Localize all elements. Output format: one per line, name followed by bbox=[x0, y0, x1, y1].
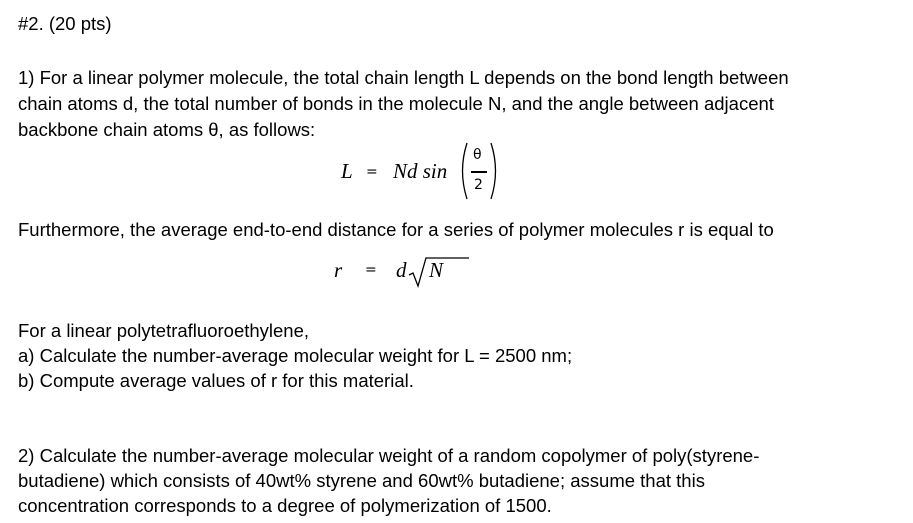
eq1-frac-num: θ bbox=[473, 147, 482, 163]
furthermore-text: Furthermore, the average end-to-end distance for a series of polymer molecules r is equal to bbox=[18, 219, 774, 240]
problem1-line: 1) For a linear polymer molecule, the total chain length L depends on the bond length between bbox=[18, 67, 789, 88]
eq1-paren-left bbox=[457, 141, 469, 201]
eq1-equals: = bbox=[366, 164, 378, 180]
eq1-frac-den: 2 bbox=[474, 177, 483, 193]
eq1-frac-bar bbox=[471, 171, 487, 173]
eq1-lhs: L bbox=[341, 159, 353, 183]
problem2-line: concentration corresponds to a degree of polymerization of 1500. bbox=[18, 495, 552, 516]
problem1-part-a: a) Calculate the number-average molecular weight for L = 2500 nm; bbox=[18, 345, 573, 366]
problem1-line: chain atoms d, the total number of bonds in the molecule N, and the angle between adjacent bbox=[18, 93, 774, 114]
equation-end-to-end bbox=[330, 254, 490, 290]
problem2-line: 2) Calculate the number-average molecular weight of a random copolymer of poly(styrene- bbox=[18, 445, 760, 466]
eq2-equals: = bbox=[365, 262, 377, 278]
problem1-part-b: b) Compute average values of r for this material. bbox=[18, 370, 414, 391]
problem-header: #2. (20 pts) bbox=[18, 13, 112, 34]
problem1-part-line: For a linear polytetrafluoroethylene, bbox=[18, 320, 310, 341]
problem2-line: butadiene) which consists of 40wt% styrene and 60wt% butadiene; assume that this bbox=[18, 470, 705, 491]
eq2-coef: d bbox=[396, 258, 407, 282]
eq2-lhs: r bbox=[334, 258, 343, 282]
eq2-radicand: N bbox=[429, 258, 444, 282]
eq1-paren-right bbox=[489, 141, 501, 201]
eq1-rhs: Nd sin bbox=[393, 159, 448, 183]
problem1-line: backbone chain atoms θ, as follows: bbox=[18, 119, 316, 140]
equation-chain-length bbox=[333, 139, 513, 203]
